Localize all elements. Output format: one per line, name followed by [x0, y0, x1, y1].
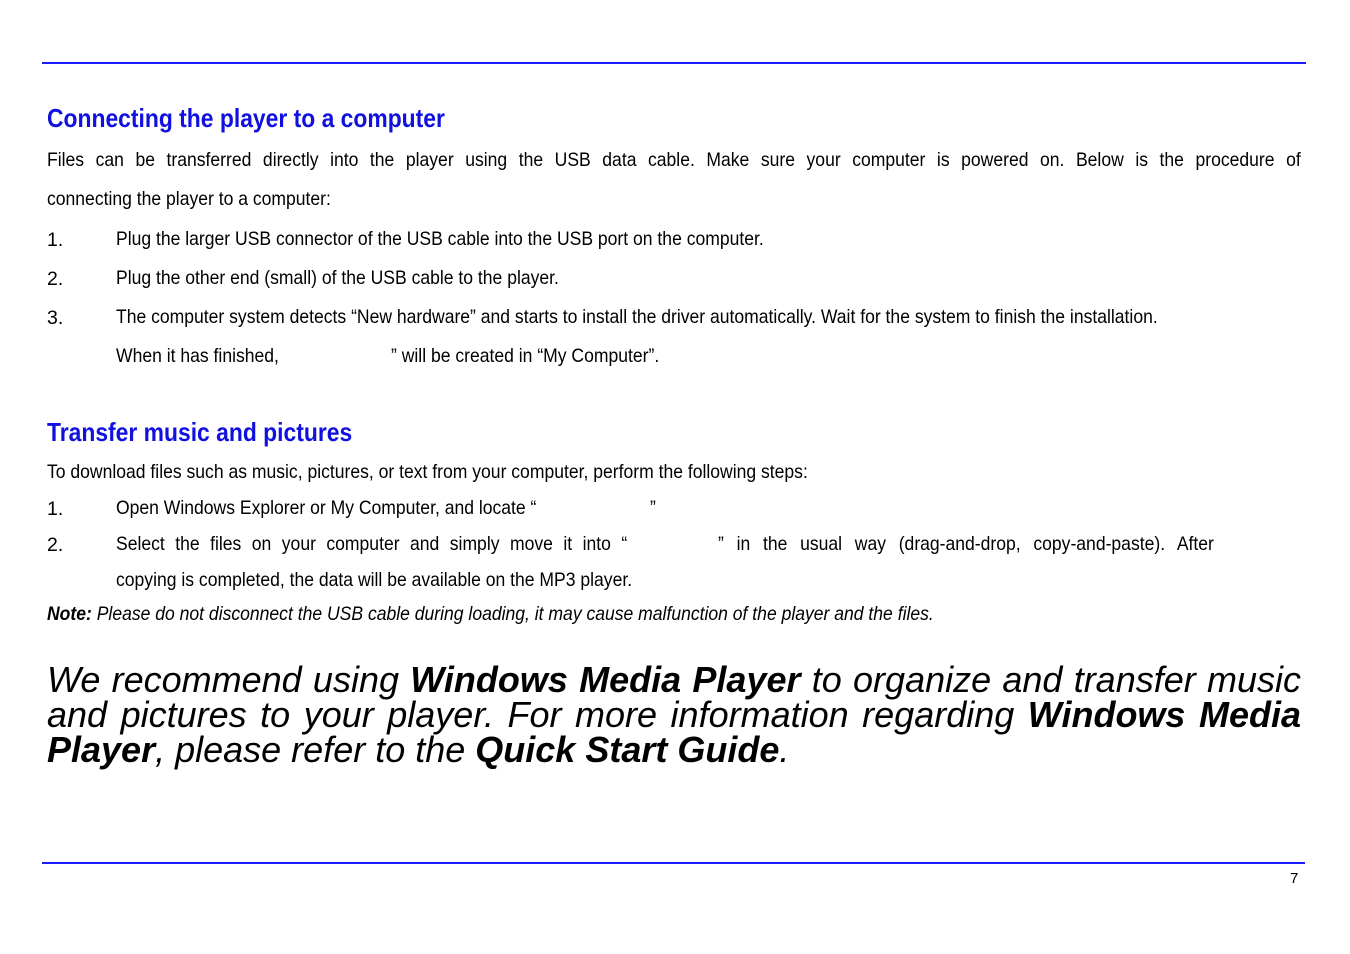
note-text: Please do not disconnect the USB cable during loading, it may cause malfunction of the player and the files. [91, 603, 934, 625]
step-1-text: Plug the larger USB connector of the USB cable into the USB port on the computer. [116, 228, 764, 250]
transfer-intro: To download files such as music, pictures, or text from your computer, perform the following steps: [47, 461, 808, 483]
step-3-continuation-a: When it has finished, [116, 345, 279, 367]
transfer-step-1-number: 1. [47, 498, 64, 520]
transfer-step-2-continuation: copying is completed, the data will be available on the MP3 player. [116, 569, 633, 591]
note-label: Note: [47, 603, 92, 625]
rec-text-2: to organize and transfer music and pictures to your player. For more information regarding [47, 659, 1301, 735]
section-heading-transfer: Transfer music and pictures [47, 417, 353, 447]
step-3-continuation-b: ” will be created in “My Computer”. [391, 345, 660, 367]
recommendation-paragraph [47, 659, 1301, 770]
rec-text-1: We recommend using [47, 659, 411, 700]
page-number: 7 [1290, 870, 1299, 887]
intro-line-2: connecting the player to a computer: [47, 188, 331, 210]
rec-bold-3: Quick Start Guide [475, 729, 780, 770]
transfer-step-2-text-b: ” in the usual way (drag-and-drop, copy-and-paste). After [718, 533, 1214, 555]
rec-bold-2: Windows Media Player [47, 694, 1301, 770]
step-2-text: Plug the other end (small) of the USB cable to the player. [116, 267, 559, 289]
transfer-step-2-text-a: Select the files on your computer and simply move it into “ [116, 533, 628, 555]
top-rule [42, 62, 1306, 64]
step-2-number: 2. [47, 268, 64, 290]
step-3-number: 3. [47, 307, 64, 329]
rec-text-4: . [779, 729, 790, 770]
transfer-step-1-text-a: Open Windows Explorer or My Computer, and locate “ [116, 497, 537, 519]
intro-line-1: Files can be transferred directly into the player using the USB data cable. Make sure your computer is powered on. Below is the procedure of [47, 149, 1301, 171]
bottom-rule [42, 862, 1305, 864]
rec-bold-1: Windows Media Player [410, 659, 801, 700]
note [47, 603, 934, 626]
step-1-number: 1. [47, 229, 64, 251]
section-heading-connecting: Connecting the player to a computer [47, 103, 445, 133]
transfer-step-2-number: 2. [47, 534, 64, 556]
step-3-text: The computer system detects “New hardware” and starts to install the driver automatically. Wait for the system to finish the installation. [116, 306, 1158, 328]
transfer-step-1-text-b: ” [650, 497, 656, 519]
rec-text-3: , please refer to the [155, 729, 476, 770]
